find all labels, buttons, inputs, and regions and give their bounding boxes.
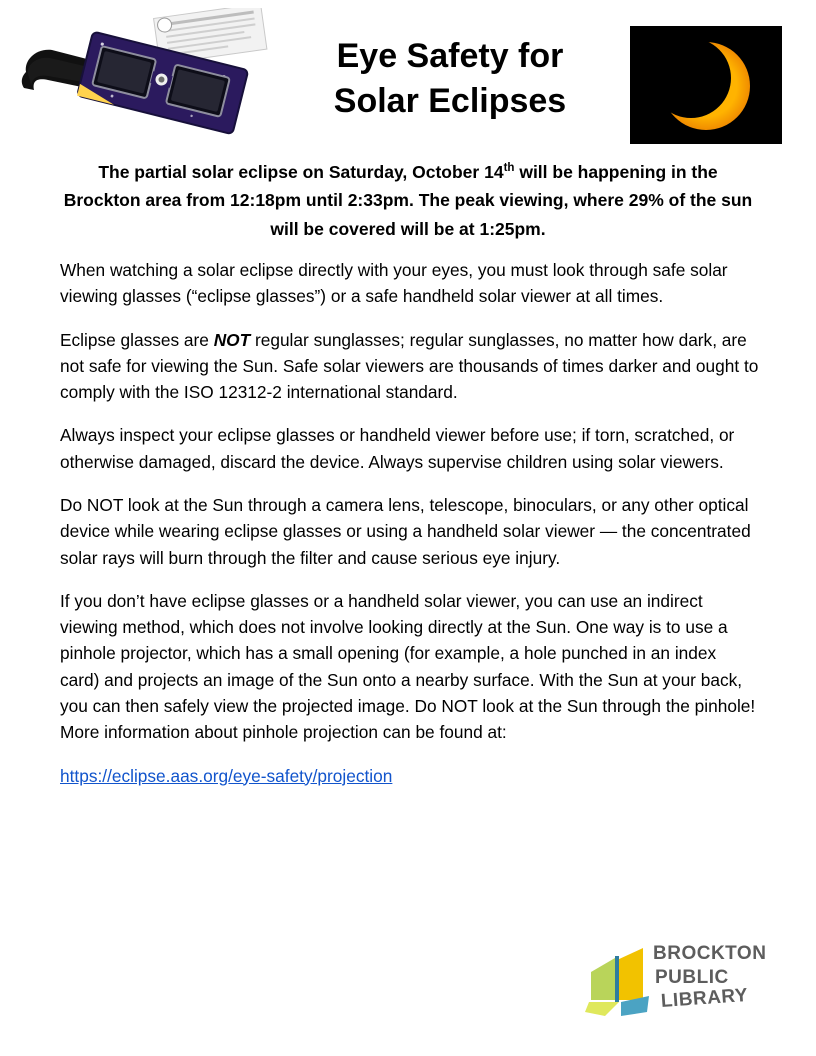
document-header xyxy=(0,0,816,150)
paragraph-2-emphasis: NOT xyxy=(213,329,251,350)
paragraph-2 xyxy=(60,327,760,406)
partial-solar-eclipse-image xyxy=(630,26,782,144)
library-logo-text xyxy=(653,942,766,1013)
projection-link-paragraph xyxy=(60,763,760,789)
title-line-1: Eye Safety for xyxy=(336,37,564,75)
paragraph-1: When watching a solar eclipse directly with your eyes, you must look through safe solar viewing glasses (“eclipse glasses”) or a safe handheld solar viewer at all times. xyxy=(60,260,728,307)
brockton-public-library-logo xyxy=(585,938,785,1024)
intro-text-part2: will be happening in the Brockton area from 12:18pm until 2:33pm. The peak viewing, where 29% of the sun will be covered will be at 1:25pm. xyxy=(63,162,753,239)
logo-line-3: LIBRARY xyxy=(660,984,749,1012)
paragraph-5: If you don’t have eclipse glasses or a handheld solar viewer, you can use an indirect viewing method, which does not involve looking directly at the Sun. One way is to use a pinhole projector, which has a small opening (for example, a hole punched in an index card) and projects an image of the Sun onto a nearby surface. With the Sun at your back, you can then safely view the projected image. Do NOT look at the Sun through the pinhole! More information about pinhole projection can be found at: xyxy=(60,590,756,743)
logo-line-1: BROCKTON xyxy=(653,943,767,964)
paragraph-4: Do NOT look at the Sun through a camera lens, telescope, binoculars, or any other optical device while wearing eclipse glasses or using a handheld solar viewer — the concentrated solar rays will burn through the filter and cause serious eye injury. xyxy=(60,495,751,568)
title-line-2: Solar Eclipses xyxy=(333,81,567,120)
paragraph-3: Always inspect your eclipse glasses or handheld viewer before use; if torn, scratched, or otherwise damaged, discard the device. Always supervise children using solar viewers. xyxy=(60,425,735,472)
library-book-icon xyxy=(585,938,655,1018)
body-copy xyxy=(60,257,760,789)
projection-link[interactable]: https://eclipse.aas.org/eye-safety/projection xyxy=(60,765,393,786)
eclipse-glasses-image xyxy=(18,8,278,143)
intro-statement xyxy=(60,158,756,243)
page-title xyxy=(280,34,620,124)
logo-line-2: PUBLIC xyxy=(655,966,729,988)
intro-superscript: th xyxy=(503,162,515,175)
intro-text-part1: The partial solar eclipse on Saturday, October 14 xyxy=(98,162,504,182)
paragraph-2-before: Eclipse glasses are xyxy=(60,329,214,350)
paragraph-2-after: regular sunglasses; regular sunglasses, no matter how dark, are not safe for viewing the Sun. Safe solar viewers are thousands of times darker and ought to comply with the ISO 12312-2 international standard. xyxy=(60,329,759,403)
